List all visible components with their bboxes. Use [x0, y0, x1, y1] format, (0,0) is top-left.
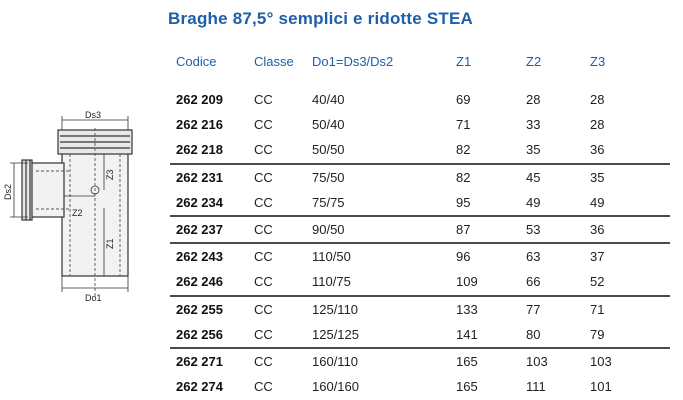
table-row	[170, 137, 670, 163]
do1-label: Do1	[85, 293, 102, 303]
cell-z3: 36	[590, 142, 605, 158]
cell-dims: 40/40	[306, 81, 450, 112]
cell-code: 262 246	[176, 274, 223, 290]
header-dimensions: Do1=Ds3/Ds2	[312, 54, 394, 69]
table-row	[170, 269, 670, 295]
cell-dims: 160/160	[312, 379, 359, 395]
cell-z3: 103	[584, 348, 670, 374]
table-row	[170, 243, 670, 269]
cell-dims: 90/50	[306, 216, 450, 243]
cell-dims: 110/75	[312, 274, 351, 290]
table-row	[170, 322, 670, 348]
table-row	[170, 164, 670, 190]
cell-z2: 66	[526, 274, 541, 290]
cell-class: CC	[254, 194, 273, 210]
table-row	[170, 112, 670, 137]
cell-z2: 53	[520, 216, 584, 243]
cell-class: CC	[254, 326, 273, 342]
cell-code: 262 209	[170, 81, 248, 112]
cell-z1: 82	[456, 142, 471, 158]
cell-dims: 50/50	[312, 142, 345, 158]
cell-z2: 63	[520, 243, 584, 269]
cell-class: CC	[254, 379, 273, 395]
tee-fitting-diagram	[0, 108, 165, 308]
cell-z1: 109	[456, 274, 478, 290]
cell-z1: 69	[450, 81, 520, 112]
table-header-row	[170, 48, 670, 81]
table-row	[170, 216, 670, 243]
cell-class: CC	[254, 117, 273, 133]
side-branch	[22, 160, 64, 220]
header-z3: Z3	[590, 54, 606, 69]
product-table	[170, 48, 670, 399]
cell-z3: 49	[590, 194, 605, 210]
cell-z1: 87	[450, 216, 520, 243]
cell-z2: 45	[520, 164, 584, 190]
cell-z2: 35	[526, 142, 541, 158]
cell-dims: 125/125	[312, 326, 359, 342]
cell-z3: 28	[590, 117, 605, 133]
cell-z2: 28	[520, 81, 584, 112]
cell-class: CC	[248, 81, 306, 112]
header-classe: Classe	[254, 54, 294, 69]
cell-code: 262 274	[176, 379, 223, 395]
z3-label: Z3	[105, 169, 115, 180]
page-title: Braghe 87,5° semplici e ridotte STEA	[168, 9, 473, 28]
cell-z1: 141	[456, 326, 478, 342]
cell-z2: 33	[526, 117, 541, 133]
cell-z3: 35	[584, 164, 670, 190]
cell-dims: 75/50	[306, 164, 450, 190]
cell-z1: 96	[450, 243, 520, 269]
cell-code: 262 237	[170, 216, 248, 243]
table-row	[170, 374, 670, 399]
cell-z2: 103	[520, 348, 584, 374]
cell-code: 262 234	[176, 194, 223, 210]
header-codice: Codice	[176, 54, 217, 69]
cell-z3: 79	[590, 326, 605, 342]
cell-z1: 165	[450, 348, 520, 374]
cell-dims: 75/75	[312, 194, 345, 210]
table-row	[170, 190, 670, 216]
cell-z3: 52	[590, 274, 605, 290]
cell-dims: 125/110	[306, 296, 450, 322]
cell-z3: 36	[584, 216, 670, 243]
cell-z1: 82	[450, 164, 520, 190]
cell-class: CC	[248, 164, 306, 190]
cell-class: CC	[248, 216, 306, 243]
cell-class: CC	[248, 243, 306, 269]
cell-z3: 37	[584, 243, 670, 269]
cell-code: 262 256	[176, 326, 223, 342]
cell-dims: 110/50	[306, 243, 450, 269]
table-row	[170, 81, 670, 112]
cell-z3: 101	[590, 379, 612, 395]
table-row	[170, 296, 670, 322]
cell-z2: 49	[526, 194, 541, 210]
cell-class: CC	[248, 296, 306, 322]
cell-z2: 77	[520, 296, 584, 322]
cell-code: 262 216	[176, 117, 223, 133]
cell-z1: 133	[450, 296, 520, 322]
cell-class: CC	[254, 142, 273, 158]
header-z2: Z2	[526, 54, 542, 69]
z1-label: Z1	[105, 238, 115, 249]
cell-code: 262 271	[170, 348, 248, 374]
z2-label: Z2	[72, 208, 83, 218]
cell-code: 262 255	[170, 296, 248, 322]
cell-class: CC	[254, 274, 273, 290]
cell-code: 262 243	[170, 243, 248, 269]
cell-dims: 50/40	[312, 117, 345, 133]
table-row	[170, 348, 670, 374]
cell-z3: 71	[584, 296, 670, 322]
cell-class: CC	[248, 348, 306, 374]
ds3-label: Ds3	[85, 110, 102, 120]
cell-z2: 80	[526, 326, 541, 342]
product-table-container	[170, 48, 680, 399]
cell-code: 262 218	[176, 142, 223, 158]
cell-z1: 95	[456, 194, 471, 210]
cell-z2: 111	[526, 379, 546, 395]
cell-z1: 71	[456, 117, 471, 133]
cell-z1: 165	[456, 379, 478, 395]
table-body	[170, 81, 670, 399]
cell-z3: 28	[584, 81, 670, 112]
header-z1: Z1	[456, 54, 472, 69]
cell-dims: 160/110	[306, 348, 450, 374]
cell-code: 262 231	[170, 164, 248, 190]
ds2-label: Ds2	[3, 183, 13, 200]
